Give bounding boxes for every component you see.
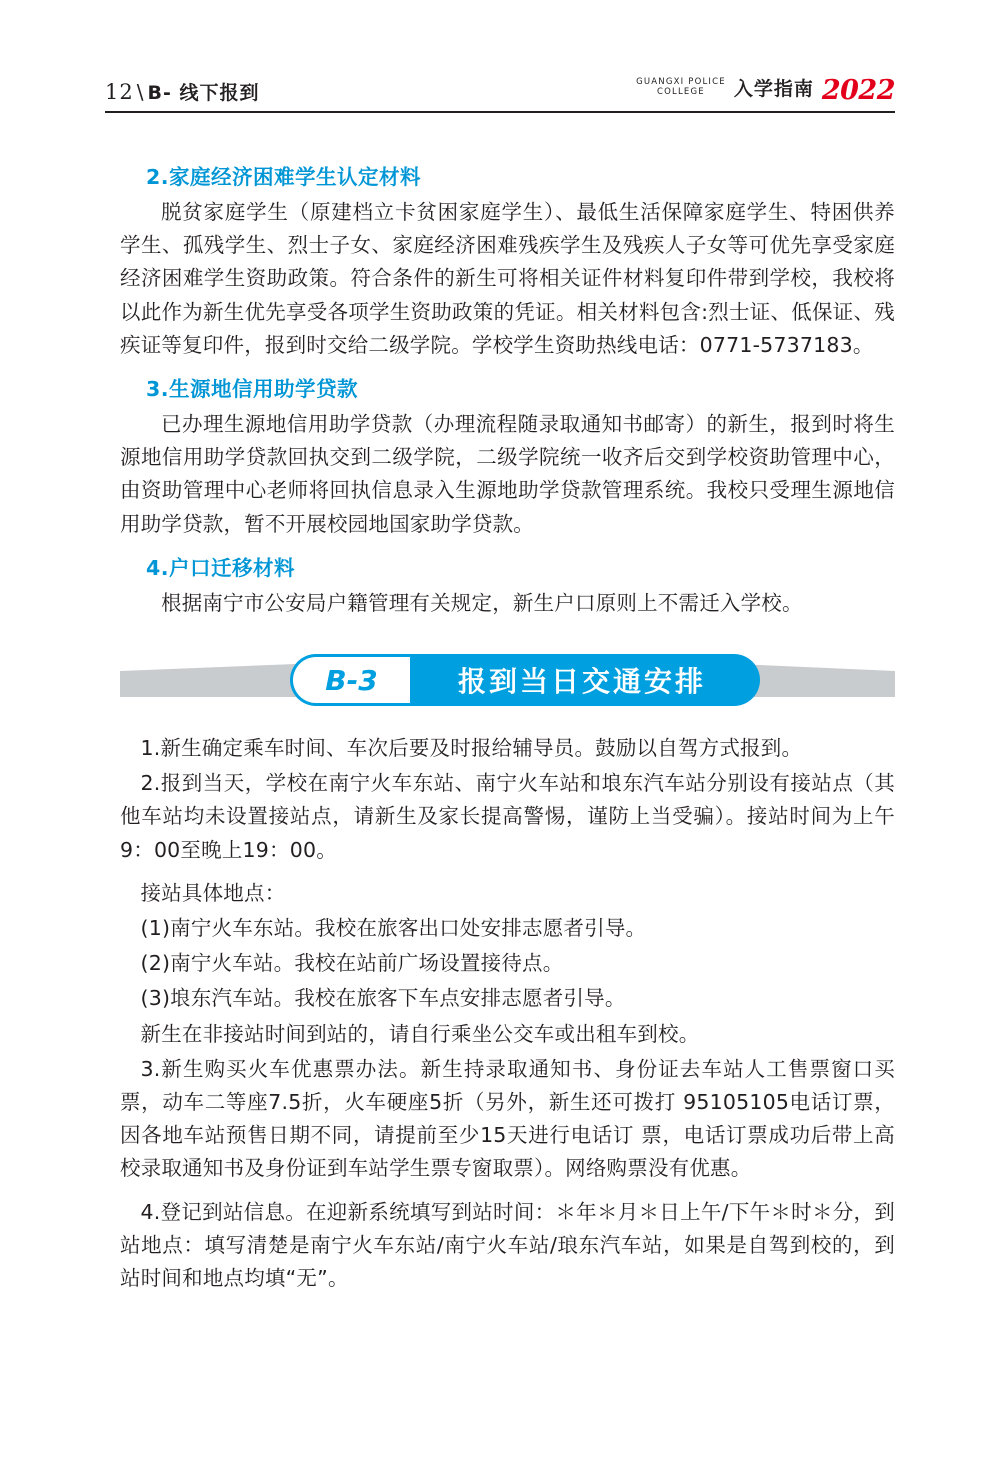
- brand-chinese: 入学指南: [733, 78, 814, 100]
- page-number: 12: [105, 80, 134, 104]
- pickup-points-label: 接站具体地点：: [140, 880, 286, 905]
- section-paragraph-3: 已办理生源地信用助学贷款（办理流程随录取通知书邮寄）的新生，报到时将生源地信用助学贷款回执交到二级学院，二级学院统一收齐后交到学校资助管理中心，由资助管理中心老师将回执信息录入生源地助学贷款管理系统。我校只受理生源地信用助学贷款，暂不开展校园地国家助学贷款。: [120, 412, 895, 536]
- traffic-item-3: 3.新生购买火车优惠票办法。新生持录取通知书、身份证去车站人工售票窗口买票，动车二等座7.5折，火车硬座5折（另外，新生还可拨打 95105105电话订票，因各地车站预售日期不同，请提前至少15天进行电话订 票，电话订票成功后带上高校录取通知书及身份证到车站学生票专窗取票）。网络购票没有优惠。: [120, 1056, 895, 1181]
- brand-year: 2022: [821, 75, 895, 106]
- spacer: [120, 1188, 895, 1196]
- breadcrumb-separator: \: [136, 80, 145, 104]
- section-heading-4: 4.户口迁移材料: [146, 555, 296, 580]
- header-divider: [105, 111, 895, 113]
- traffic-item-4: 4.登记到站信息。在迎新系统填写到站时间：＊年＊月＊日上午/下午＊时＊分，到站地点：填写清楚是南宁火车东站/南宁火车站/琅东汽车站，如果是自驾到校的，到站时间和地点均填“无”。: [120, 1199, 895, 1291]
- brand-english-line1: GUANGXI POLICE: [636, 77, 726, 88]
- pickup-note: 新生在非接站时间到站的，请自行乘坐公交车或出租车到校。: [140, 1021, 700, 1046]
- page-header: [105, 75, 895, 118]
- pickup-point-2: (2)南宁火车站。我校在站前广场设置接待点。: [140, 951, 564, 976]
- banner-main: [290, 654, 760, 706]
- section-heading-3: 3.生源地信用助学贷款: [146, 377, 359, 402]
- spacer: [120, 869, 895, 877]
- banner-code-text: B-3: [325, 663, 378, 697]
- section-paragraph-4: 根据南宁市公安局户籍管理有关规定，新生户口原则上不需迁入学校。: [161, 590, 803, 615]
- banner-title: 报到当日交通安排: [410, 654, 760, 706]
- page-content: [120, 160, 895, 1297]
- pickup-point-1: (1)南宁火车东站。我校在旅客出口处安排志愿者引导。: [140, 916, 647, 941]
- section-banner: [120, 654, 895, 706]
- pickup-point-3: (3)埌东汽车站。我校在旅客下车点安排志愿者引导。: [140, 986, 626, 1011]
- chapter-label: B- 线下报到: [147, 82, 260, 104]
- traffic-item-2: 2.报到当天，学校在南宁火车东站、南宁火车站和埌东汽车站分别设有接站点（其他车站均未设置接站点，请新生及家长提高警惕，谨防上当受骗）。接站时间为上午9：00至晚上19：00。: [120, 771, 895, 862]
- brand-english-line2: COLLEGE: [657, 87, 705, 98]
- section-heading-2: 2.家庭经济困难学生认定材料: [146, 165, 422, 189]
- section-paragraph-2: 脱贫家庭学生（原建档立卡贫困家庭学生）、最低生活保障家庭学生、特困供养学生、孤残学生、烈士子女、家庭经济困难残疾学生及残疾人子女等可优先享受家庭经济困难学生资助政策。符合条件的新生可将相关证件材料复印件带到学校，我校将以此作为新生优先享受各项学生资助政策的凭证。相关材料包含:烈士证、低保证、残疾证等复印件，报到时交给二级学院。学校学生资助热线电话：0771-5737183。: [120, 200, 895, 357]
- spacer: [120, 364, 895, 372]
- brand-english: [636, 78, 726, 104]
- header-breadcrumb: [105, 78, 259, 105]
- banner-code-badge: [290, 654, 410, 706]
- traffic-item-1: 1.新生确定乘车时间、车次后要及时报给辅导员。鼓励以自驾方式报到。: [140, 736, 803, 761]
- brand-logo: [626, 74, 895, 104]
- spacer: [120, 543, 895, 551]
